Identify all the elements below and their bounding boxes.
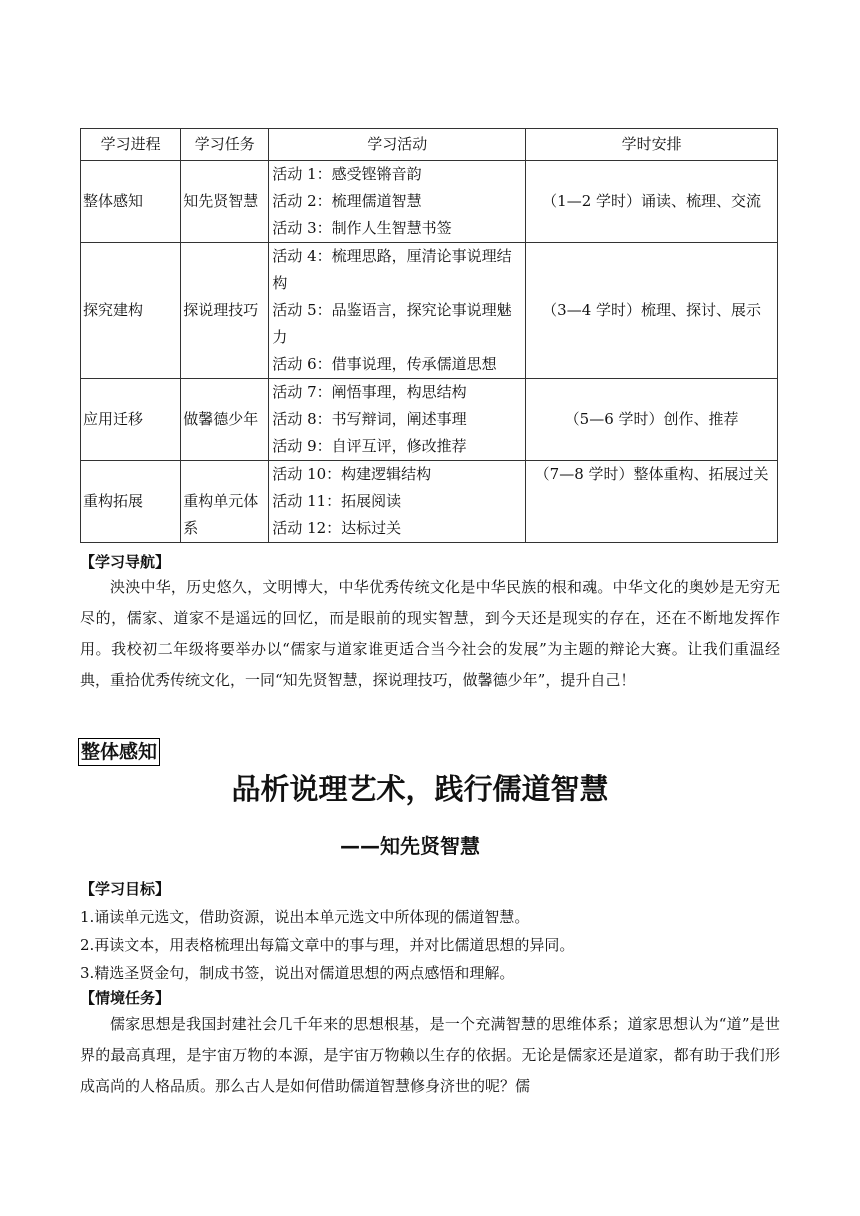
header-stage: 学习进程 bbox=[81, 129, 181, 161]
page-title: 品析说理艺术，践行儒道智慧 bbox=[231, 772, 609, 806]
task-cell: 知先贤智慧 bbox=[181, 161, 269, 243]
activity-item: 活动 11：拓展阅读 bbox=[272, 492, 402, 510]
table-row bbox=[81, 161, 778, 243]
study-plan-table bbox=[80, 128, 778, 543]
goal-item: 1.诵读单元选文，借助资源，说出本单元选文中所体现的儒道智慧。 bbox=[80, 908, 530, 926]
activity-item: 活动 12：达标过关 bbox=[272, 519, 402, 537]
stage-cell: 应用迁移 bbox=[81, 379, 181, 461]
activity-item: 活动 8：书写辩词，阐述事理 bbox=[272, 410, 467, 428]
stage-cell: 重构拓展 bbox=[81, 461, 181, 543]
table-row bbox=[81, 379, 778, 461]
goal-item: 2.再读文本，用表格梳理出每篇文章中的事与理，并对比儒道思想的异同。 bbox=[80, 936, 575, 954]
stage-cell: 探究建构 bbox=[81, 243, 181, 379]
schedule-cell: （5—6 学时）创作、推荐 bbox=[526, 379, 778, 461]
activities-cell bbox=[269, 243, 526, 379]
goal-item: 3.精选圣贤金句，制成书签，说出对儒道思想的两点感悟和理解。 bbox=[80, 964, 515, 982]
table-row bbox=[81, 461, 778, 543]
activity-item: 活动 5：品鉴语言，探究论事说理魅力 bbox=[272, 301, 512, 346]
table-header-row bbox=[81, 129, 778, 161]
schedule-cell: （3—4 学时）梳理、探讨、展示 bbox=[526, 243, 778, 379]
activities-cell bbox=[269, 161, 526, 243]
page-subtitle: ——知先贤智慧 bbox=[340, 834, 480, 858]
guide-heading: 【学习导航】 bbox=[80, 553, 171, 571]
schedule-cell: （1—2 学时）诵读、梳理、交流 bbox=[526, 161, 778, 243]
section-tag: 整体感知 bbox=[78, 738, 160, 766]
task-cell: 重构单元体系 bbox=[181, 461, 269, 543]
goals-heading: 【学习目标】 bbox=[80, 880, 171, 898]
table-row bbox=[81, 243, 778, 379]
guide-paragraph: 泱泱中华，历史悠久，文明博大，中华优秀传统文化是中华民族的根和魂。中华文化的奥妙是无穷无尽的，儒家、道家不是遥远的回忆，而是眼前的现实智慧，到今天还是现实的存在，还在不断地发挥作用。我校初二年级将要举办以“儒家与道家谁更适合当今社会的发展”为主题的辩论大赛。让我们重温经典，重拾优秀传统文化，一同“知先贤智慧，探说理技巧，做馨德少年”，提升自己！ bbox=[80, 578, 780, 689]
task-cell: 做馨德少年 bbox=[181, 379, 269, 461]
activity-item: 活动 1：感受铿锵音韵 bbox=[272, 165, 422, 183]
header-task: 学习任务 bbox=[181, 129, 269, 161]
activity-item: 活动 6：借事说理，传承儒道思想 bbox=[272, 355, 497, 373]
activity-item: 活动 4：梳理思路，厘清论事说理结构 bbox=[272, 247, 512, 292]
activity-item: 活动 7：阐悟事理，构思结构 bbox=[272, 383, 467, 401]
header-schedule: 学时安排 bbox=[526, 129, 778, 161]
activities-cell bbox=[269, 461, 526, 543]
stage-cell: 整体感知 bbox=[81, 161, 181, 243]
activity-item: 活动 3：制作人生智慧书签 bbox=[272, 219, 452, 237]
situation-paragraph: 儒家思想是我国封建社会几千年来的思想根基，是一个充满智慧的思维体系；道家思想认为“道”是世界的最高真理，是宇宙万物的本源，是宇宙万物赖以生存的依据。无论是儒家还是道家，都有助于我们形成高尚的人格品质。那么古人是如何借助儒道智慧修身济世的呢？儒 bbox=[80, 1015, 780, 1095]
header-activities: 学习活动 bbox=[269, 129, 526, 161]
activity-item: 活动 10：构建逻辑结构 bbox=[272, 465, 432, 483]
schedule-cell: （7—8 学时）整体重构、拓展过关 bbox=[526, 461, 778, 543]
task-cell: 探说理技巧 bbox=[181, 243, 269, 379]
activities-cell bbox=[269, 379, 526, 461]
activity-item: 活动 2：梳理儒道智慧 bbox=[272, 192, 422, 210]
activity-item: 活动 9：自评互评，修改推荐 bbox=[272, 437, 467, 455]
situation-heading: 【情境任务】 bbox=[80, 989, 171, 1007]
